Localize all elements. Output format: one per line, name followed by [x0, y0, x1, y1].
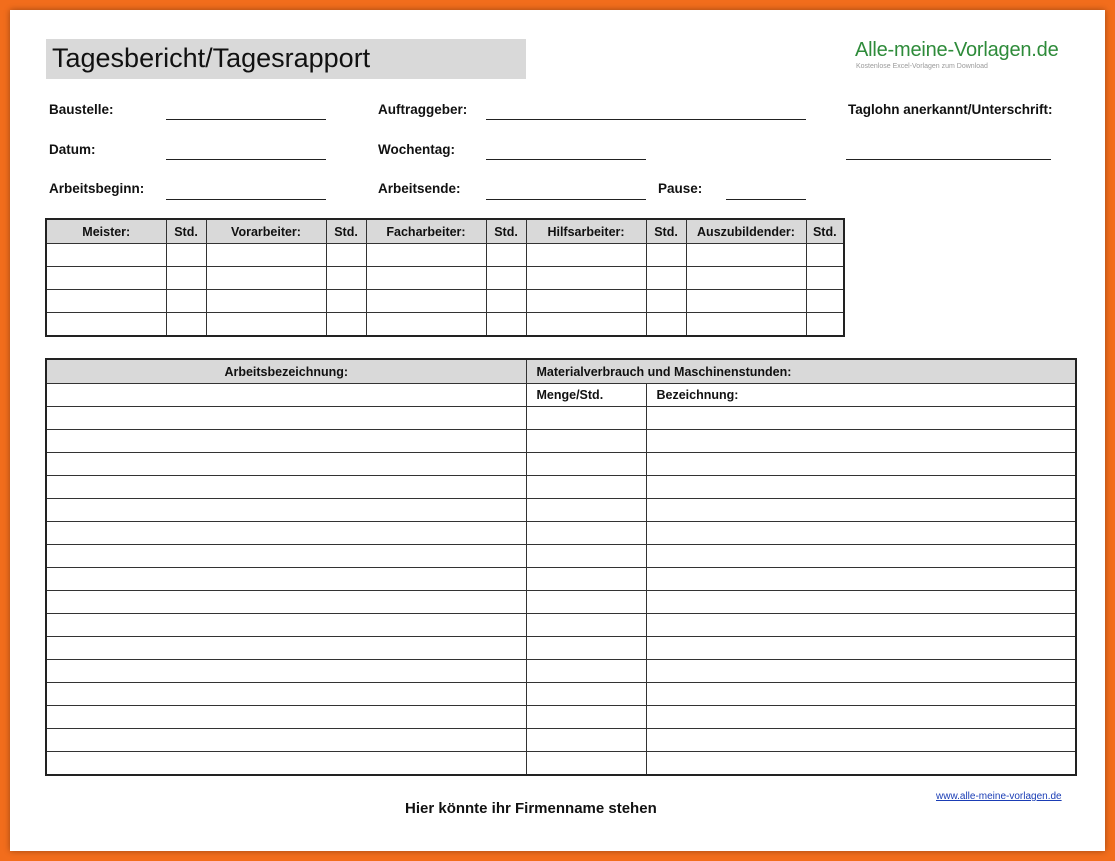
table-cell[interactable]: [46, 430, 526, 453]
table-cell[interactable]: [526, 267, 646, 290]
table-row: [46, 683, 1076, 706]
table-cell[interactable]: [46, 591, 526, 614]
table-cell[interactable]: [646, 244, 686, 267]
col-hilfsarbeiter: Hilfsarbeiter:: [526, 219, 646, 244]
table-cell[interactable]: [526, 476, 646, 499]
table-cell[interactable]: [46, 568, 526, 591]
table-row: [46, 244, 844, 267]
table-cell[interactable]: [646, 729, 1076, 752]
table-cell[interactable]: [686, 290, 806, 313]
work-subheader-row: [46, 384, 1076, 407]
table-cell[interactable]: [646, 591, 1076, 614]
table-cell[interactable]: [646, 476, 1076, 499]
table-cell[interactable]: [326, 244, 366, 267]
table-cell[interactable]: [526, 568, 646, 591]
table-cell[interactable]: [526, 591, 646, 614]
table-cell[interactable]: [46, 244, 166, 267]
table-cell[interactable]: [526, 706, 646, 729]
wochentag-input-line[interactable]: [486, 159, 646, 160]
staff-table: [45, 218, 845, 337]
table-cell[interactable]: [46, 545, 526, 568]
table-cell[interactable]: [46, 313, 166, 337]
table-cell[interactable]: [46, 267, 166, 290]
page-title: Tagesbericht/Tagesrapport: [52, 43, 371, 73]
table-row: [46, 660, 1076, 683]
brand-logo: Alle-meine-Vorlagen.de: [855, 39, 1059, 61]
table-row: [46, 706, 1076, 729]
table-cell[interactable]: [646, 568, 1076, 591]
table-cell[interactable]: [166, 244, 206, 267]
website-link[interactable]: www.alle-meine-vorlagen.de: [936, 791, 1062, 802]
col-menge-std: Menge/Std.: [526, 384, 646, 407]
table-cell[interactable]: [366, 290, 486, 313]
table-cell[interactable]: [46, 637, 526, 660]
table-row: [46, 591, 1076, 614]
table-cell[interactable]: [46, 407, 526, 430]
table-row: [46, 313, 844, 337]
table-row: [46, 614, 1076, 637]
table-row: [46, 290, 844, 313]
table-cell[interactable]: [806, 313, 844, 337]
table-cell[interactable]: [166, 267, 206, 290]
col-std: Std.: [646, 219, 686, 244]
table-row: [46, 499, 1076, 522]
table-cell[interactable]: [806, 267, 844, 290]
table-cell[interactable]: [46, 453, 526, 476]
table-cell[interactable]: [526, 729, 646, 752]
table-cell[interactable]: [486, 244, 526, 267]
table-cell[interactable]: [46, 706, 526, 729]
table-row: [46, 545, 1076, 568]
pause-input-line[interactable]: [726, 199, 806, 200]
table-cell[interactable]: [326, 267, 366, 290]
table-cell[interactable]: [686, 313, 806, 337]
table-row: [46, 407, 1076, 430]
table-cell[interactable]: [206, 244, 326, 267]
label-auftraggeber: Auftraggeber:: [378, 102, 468, 117]
label-baustelle: Baustelle:: [49, 102, 114, 117]
table-cell[interactable]: [686, 267, 806, 290]
table-row: [46, 568, 1076, 591]
col-std: Std.: [326, 219, 366, 244]
table-cell[interactable]: [46, 499, 526, 522]
table-cell[interactable]: [46, 476, 526, 499]
table-cell[interactable]: [806, 290, 844, 313]
table-cell[interactable]: [526, 545, 646, 568]
table-cell[interactable]: [326, 313, 366, 337]
arbeitsbeginn-input-line[interactable]: [166, 199, 326, 200]
table-cell[interactable]: [646, 614, 1076, 637]
table-cell[interactable]: [646, 407, 1076, 430]
table-cell[interactable]: [646, 522, 1076, 545]
table-cell[interactable]: [326, 290, 366, 313]
brand-tagline: Kostenlose Excel-Vorlagen zum Download: [856, 63, 988, 70]
table-cell[interactable]: [646, 313, 686, 337]
table-cell[interactable]: [526, 407, 646, 430]
col-std: Std.: [166, 219, 206, 244]
work-table-header: [46, 359, 1076, 384]
col-vorarbeiter: Vorarbeiter:: [206, 219, 326, 244]
label-arbeitsende: Arbeitsende:: [378, 181, 461, 196]
col-std: Std.: [806, 219, 844, 244]
table-cell[interactable]: [366, 313, 486, 337]
table-cell[interactable]: [526, 522, 646, 545]
table-cell[interactable]: [646, 430, 1076, 453]
col-facharbeiter: Facharbeiter:: [366, 219, 486, 244]
col-meister: Meister:: [46, 219, 166, 244]
table-cell[interactable]: [646, 706, 1076, 729]
arbeitsende-input-line[interactable]: [486, 199, 646, 200]
table-cell[interactable]: [526, 660, 646, 683]
table-cell[interactable]: [646, 453, 1076, 476]
table-row: [46, 453, 1076, 476]
col-materialverbrauch: Materialverbrauch und Maschinenstunden:: [526, 359, 1076, 384]
table-cell[interactable]: [206, 313, 326, 337]
label-pause: Pause:: [658, 181, 703, 196]
table-cell[interactable]: [646, 545, 1076, 568]
table-cell[interactable]: [646, 267, 686, 290]
table-cell[interactable]: [526, 290, 646, 313]
table-cell[interactable]: [646, 683, 1076, 706]
table-cell[interactable]: [486, 290, 526, 313]
staff-table-header: [46, 219, 844, 244]
table-cell[interactable]: [526, 637, 646, 660]
table-cell[interactable]: [366, 267, 486, 290]
table-cell[interactable]: [646, 660, 1076, 683]
table-cell[interactable]: [526, 752, 646, 776]
baustelle-input-line[interactable]: [166, 119, 326, 120]
table-cell[interactable]: [46, 614, 526, 637]
table-cell[interactable]: [806, 244, 844, 267]
table-cell[interactable]: [46, 522, 526, 545]
table-cell[interactable]: [526, 499, 646, 522]
table-cell[interactable]: [486, 313, 526, 337]
table-cell[interactable]: [526, 614, 646, 637]
company-name-placeholder: Hier könnte ihr Firmenname stehen: [405, 800, 657, 817]
label-arbeitsbeginn: Arbeitsbeginn:: [49, 181, 145, 196]
work-table: [45, 358, 1077, 776]
table-cell[interactable]: [526, 453, 646, 476]
table-row: [46, 637, 1076, 660]
table-cell[interactable]: [46, 290, 166, 313]
signature-line[interactable]: [846, 159, 1051, 160]
table-cell[interactable]: [646, 499, 1076, 522]
table-cell[interactable]: [526, 430, 646, 453]
table-cell[interactable]: [46, 752, 526, 776]
col-arbeitsbezeichnung: Arbeitsbezeichnung:: [46, 359, 526, 384]
table-row: [46, 267, 844, 290]
table-cell[interactable]: [486, 267, 526, 290]
col-bezeichnung: Bezeichnung:: [646, 384, 1076, 407]
label-wochentag: Wochentag:: [378, 142, 455, 157]
label-datum: Datum:: [49, 142, 96, 157]
label-taglohn: Taglohn anerkannt/Unterschrift:: [848, 102, 1053, 117]
table-cell[interactable]: [526, 683, 646, 706]
table-cell[interactable]: [686, 244, 806, 267]
table-cell[interactable]: [646, 752, 1076, 776]
col-std: Std.: [486, 219, 526, 244]
datum-input-line[interactable]: [166, 159, 326, 160]
table-row: [46, 522, 1076, 545]
table-cell[interactable]: [166, 313, 206, 337]
table-cell[interactable]: [46, 660, 526, 683]
table-cell[interactable]: [646, 290, 686, 313]
table-cell[interactable]: [46, 683, 526, 706]
table-row: [46, 729, 1076, 752]
document-page: [10, 10, 1105, 851]
table-row: [46, 752, 1076, 776]
table-cell[interactable]: [646, 637, 1076, 660]
table-cell[interactable]: [526, 313, 646, 337]
table-cell[interactable]: [206, 290, 326, 313]
table-row: [46, 476, 1076, 499]
table-cell[interactable]: [206, 267, 326, 290]
col-auszubildender: Auszubildender:: [686, 219, 806, 244]
auftraggeber-input-line[interactable]: [486, 119, 806, 120]
table-cell[interactable]: [46, 729, 526, 752]
table-cell[interactable]: [46, 384, 526, 407]
table-cell[interactable]: [366, 244, 486, 267]
table-cell[interactable]: [526, 244, 646, 267]
table-cell[interactable]: [166, 290, 206, 313]
table-row: [46, 430, 1076, 453]
